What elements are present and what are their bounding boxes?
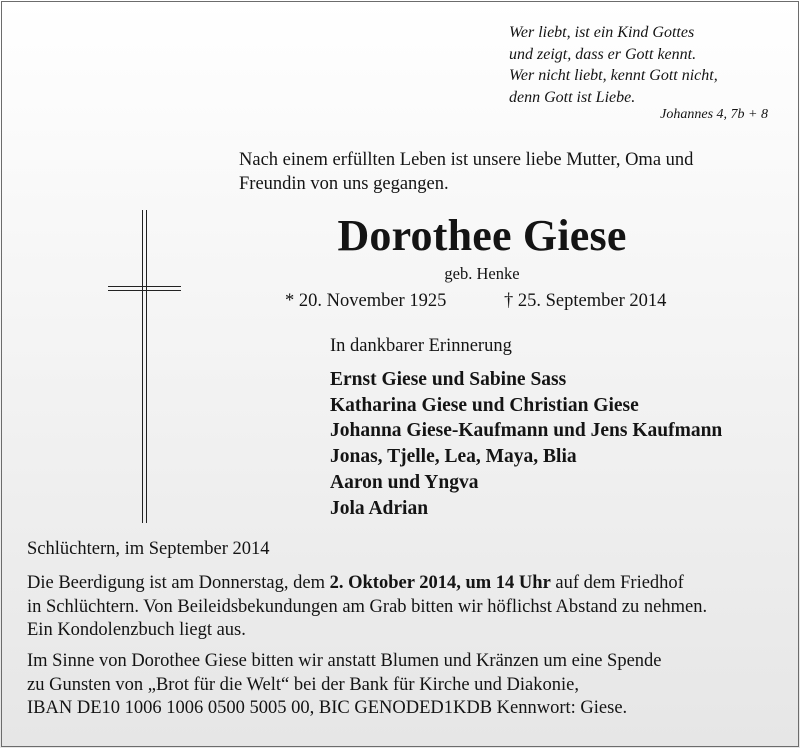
donation-line: Im Sinne von Dorothee Giese bitten wir anstatt Blumen und Kränzen um eine Spende [27, 651, 662, 671]
cross-icon-beam [108, 286, 181, 287]
funeral-line: Ein Kondolenzbuch liegt aus. [27, 620, 246, 640]
donation-info [27, 650, 662, 721]
bible-quote [509, 22, 718, 108]
intro-text [239, 148, 693, 196]
quote-line: denn Gott ist Liebe. [509, 88, 636, 106]
family-member: Johanna Giese-Kaufmann und Jens Kaufmann [330, 420, 723, 442]
family-member: Jonas, Tjelle, Lea, Maya, Blia [330, 446, 577, 468]
place-date: Schlüchtern, im September 2014 [27, 539, 270, 559]
cross-icon [142, 210, 143, 523]
quote-line: und zeigt, dass er Gott kennt. [509, 45, 697, 63]
family-member: Aaron und Yngva [330, 471, 479, 493]
death-date: † 25. September 2014 [504, 291, 667, 311]
quote-line: Wer nicht liebt, kennt Gott nicht, [509, 67, 718, 84]
birth-date: * 20. November 1925 [285, 291, 447, 311]
funeral-text: Die Beerdigung ist am Donnerstag, dem [27, 573, 330, 593]
family-member: Katharina Giese und Christian Giese [330, 394, 639, 416]
maiden-name: geb. Henke [444, 264, 520, 283]
intro-line: Freundin von uns gegangen. [239, 174, 449, 194]
quote-source: Johannes 4, 7b + 8 [660, 107, 768, 122]
funeral-line: in Schlüchtern. Von Beileidsbekundungen am Grab bitten wir höflichst Abstand zu nehmen. [27, 596, 708, 617]
deceased-name: Dorothee Giese [337, 211, 627, 260]
family-list [330, 367, 722, 521]
remembrance-heading: In dankbarer Erinnerung [330, 336, 512, 356]
donation-line: IBAN DE10 1006 1006 0500 5005 00, BIC GENODED1KDB Kennwort: Giese. [27, 698, 628, 718]
funeral-line [27, 572, 707, 596]
family-member: Ernst Giese und Sabine Sass [330, 369, 567, 390]
funeral-date-time: 2. Oktober 2014, um 14 Uhr [329, 573, 551, 593]
intro-line: Nach einem erfüllten Leben ist unsere liebe Mutter, Oma und [239, 150, 694, 170]
family-member: Jola Adrian [330, 497, 429, 519]
quote-line: Wer liebt, ist ein Kind Gottes [509, 24, 695, 41]
donation-line: zu Gunsten von „Brot für die Welt“ bei der Bank für Kirche und Diakonie, [27, 674, 579, 695]
cross-icon-line [146, 210, 147, 523]
funeral-info [27, 572, 707, 643]
cross-icon-beam [108, 290, 181, 291]
funeral-text: auf dem Friedhof [550, 573, 684, 593]
